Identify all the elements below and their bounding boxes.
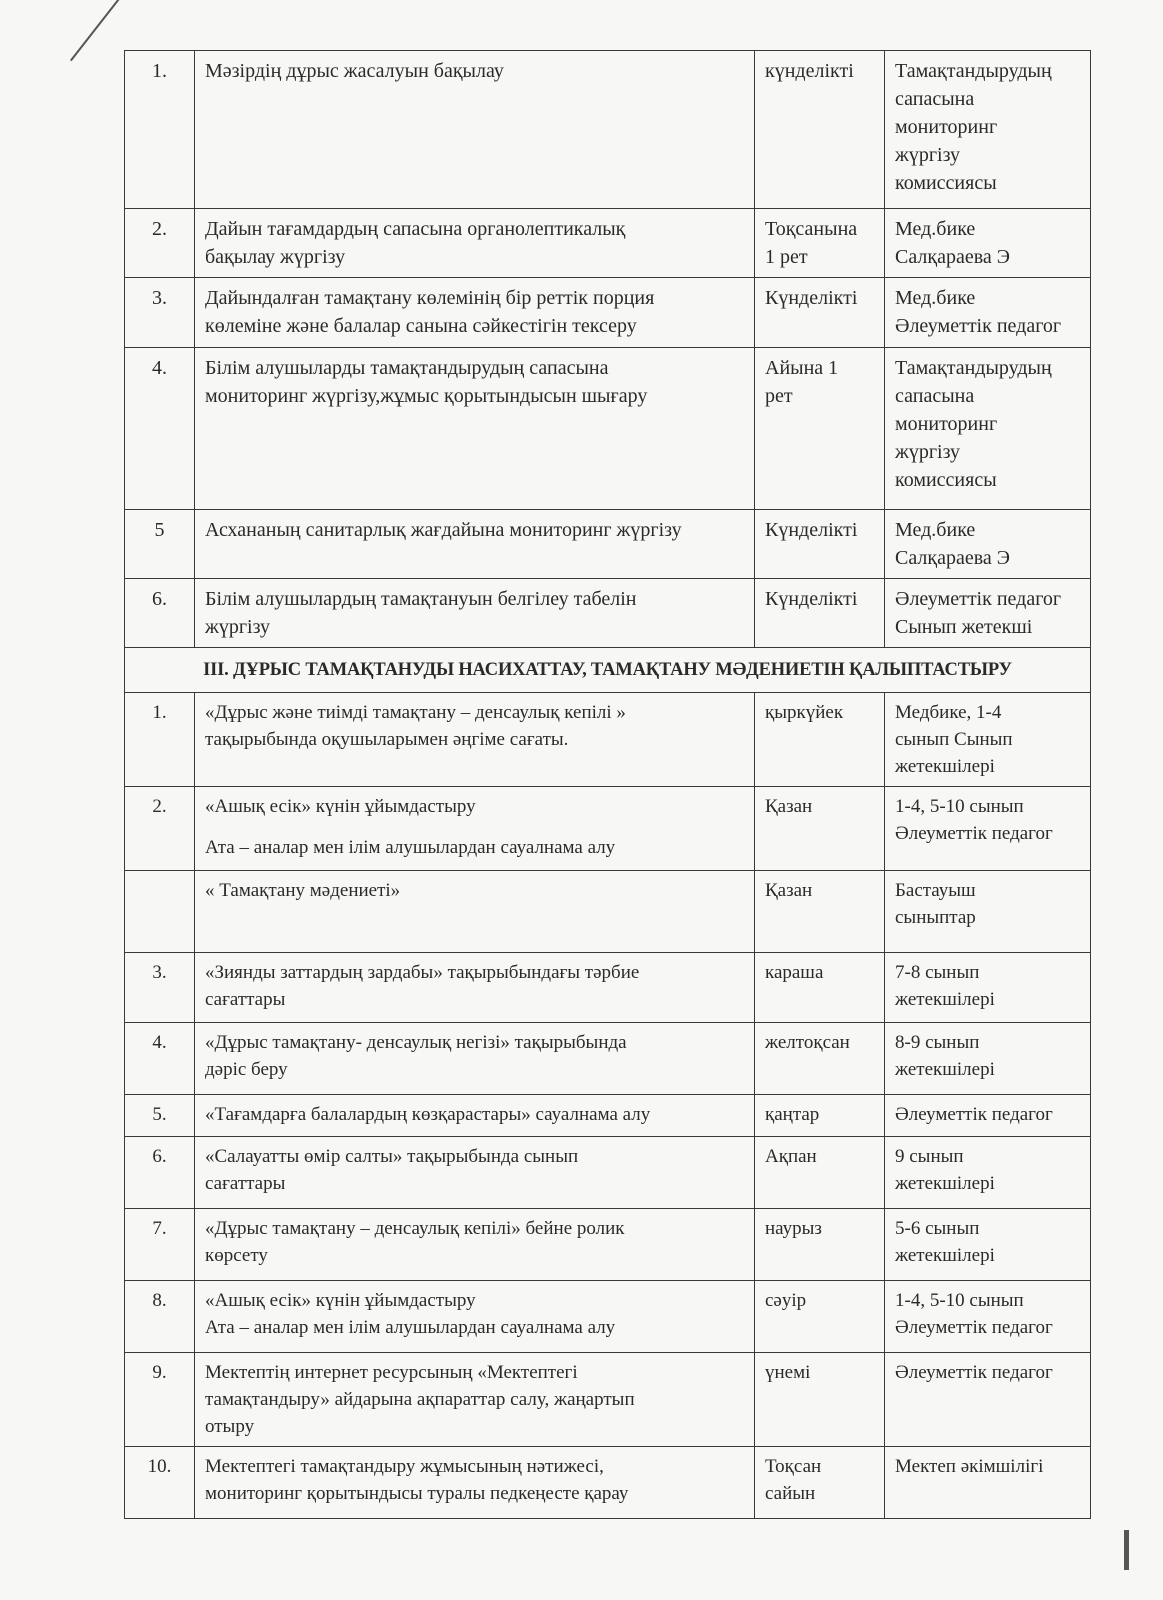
table-row (125, 1023, 1091, 1095)
row-number: 8. (125, 1281, 195, 1353)
cell-line: караша (765, 962, 824, 983)
responsible-cell (885, 1023, 1091, 1095)
task-cell (195, 348, 755, 510)
cell-line: «Зиянды заттардың зардабы» тақырыбындағы тәрбие (205, 962, 640, 983)
table-row (125, 1353, 1091, 1447)
task-cell (195, 787, 755, 871)
task-cell (195, 510, 755, 579)
cell-line: «Ашық есік» күнін ұйымдастыру (205, 1290, 476, 1311)
schedule-cell (755, 1447, 885, 1519)
cell-line: Мектептің интернет ресурсының «Мектептегі (205, 1362, 578, 1383)
cell-line: Мәзірдің дұрыс жасалуын бақылау (205, 60, 504, 82)
responsible-cell (885, 209, 1091, 278)
cell-line: «Дұрыс және тиімді тамақтану – денсаулық кепілі » (205, 702, 626, 723)
cell-line: Тамақтандырудың (895, 60, 1052, 82)
cell-line: Тоқсанына (765, 218, 858, 240)
table-row (125, 348, 1091, 510)
cell-line: Білім алушылардың тамақтануын белгілеу табелін (205, 588, 637, 610)
cell-line: сағаттары (205, 989, 286, 1010)
cell-line: Әлеуметтік педагог (895, 588, 1062, 610)
cell-line: Күнделікті (765, 287, 858, 309)
schedule-cell (755, 579, 885, 648)
cell-line: жетекшілері (895, 756, 995, 777)
cell-line: Қазан (765, 880, 813, 901)
row-number: 10. (125, 1447, 195, 1519)
task-cell (195, 209, 755, 278)
responsible-cell (885, 787, 1091, 871)
cell-line: Ата – аналар мен ілім алушылардан сауалнама алу (205, 1317, 616, 1338)
task-cell (195, 579, 755, 648)
cell-line: Салқараева Э (895, 246, 1010, 268)
cell-line: отыру (205, 1416, 255, 1437)
row-number: 6. (125, 1137, 195, 1209)
schedule-cell (755, 1095, 885, 1137)
cell-line: жүргізу (895, 441, 961, 463)
row-number: 5 (125, 510, 195, 579)
task-cell (195, 51, 755, 209)
cell-line: Білім алушыларды тамақтандырудың сапасына (205, 357, 609, 379)
table-row (125, 871, 1091, 953)
cell-line: бақылау жүргізу (205, 246, 346, 268)
row-number: 3. (125, 278, 195, 348)
cell-line: сыныптар (895, 907, 976, 928)
table-row (125, 787, 1091, 871)
plan-table (124, 50, 1091, 1519)
task-cell (195, 1023, 755, 1095)
table-row (125, 278, 1091, 348)
cell-line: « Тамақтану мәдениеті» (205, 880, 401, 901)
table-row (125, 51, 1091, 209)
cell-line: Асхананың санитарлық жағдайына мониторинг жүргізу (205, 519, 682, 541)
cell-line: жүргізу (895, 144, 961, 166)
cell-line: «Дұрыс тамақтану – денсаулық кепілі» бейне ролик (205, 1218, 625, 1239)
cell-line: жетекшілері (895, 989, 995, 1010)
responsible-cell (885, 693, 1091, 787)
row-number: 9. (125, 1353, 195, 1447)
cell-line: комиссиясы (895, 172, 997, 194)
table-row (125, 209, 1091, 278)
table-row (125, 1137, 1091, 1209)
cell-line: жетекшілері (895, 1245, 995, 1266)
cell-line (205, 820, 746, 834)
schedule-cell (755, 1023, 885, 1095)
cell-line: мониторинг (895, 116, 998, 138)
cell-line: үнемі (765, 1362, 811, 1383)
table-row (125, 953, 1091, 1023)
cell-line: сапасына (895, 88, 975, 110)
cell-line: Тоқсан (765, 1456, 822, 1477)
responsible-cell (885, 348, 1091, 510)
cell-line: Әлеуметтік педагог (895, 1317, 1053, 1338)
schedule-cell (755, 1353, 885, 1447)
cell-line: жетекшілері (895, 1173, 995, 1194)
schedule-cell (755, 1209, 885, 1281)
cell-line: көрсету (205, 1245, 268, 1266)
task-cell (195, 1281, 755, 1353)
cell-line: Мед.бике (895, 519, 976, 541)
schedule-cell (755, 51, 885, 209)
cell-line: Мектептегі тамақтандыру жұмысының нәтижесі, (205, 1456, 604, 1477)
schedule-cell (755, 693, 885, 787)
task-cell (195, 871, 755, 953)
cell-line: 8-9 сынып (895, 1032, 980, 1053)
cell-line: мониторинг (895, 413, 998, 435)
table-row (125, 1209, 1091, 1281)
task-cell (195, 1353, 755, 1447)
cell-line: 1-4, 5-10 сынып (895, 1290, 1024, 1311)
row-number: 4. (125, 1023, 195, 1095)
cell-line: Дайындалған тамақтану көлемінің бір реттік порция (205, 287, 655, 309)
responsible-cell (885, 278, 1091, 348)
responsible-cell (885, 579, 1091, 648)
responsible-cell (885, 510, 1091, 579)
row-number: 4. (125, 348, 195, 510)
task-cell (195, 693, 755, 787)
row-number: 6. (125, 579, 195, 648)
cell-line: 7-8 сынып (895, 962, 980, 983)
cell-line: 9 сынып (895, 1146, 964, 1167)
cell-line: Ата – аналар мен ілім алушылардан сауалнама алу (205, 837, 616, 858)
row-number: 2. (125, 209, 195, 278)
responsible-cell (885, 51, 1091, 209)
section-header-row (125, 648, 1091, 693)
schedule-cell (755, 209, 885, 278)
cell-line: тақырыбында оқушыларымен әңгіме сағаты. (205, 729, 569, 750)
responsible-cell (885, 953, 1091, 1023)
task-cell (195, 1137, 755, 1209)
cell-line: «Ашық есік» күнін ұйымдастыру (205, 796, 476, 817)
cell-line: Сынып жетекші (895, 616, 1033, 638)
cell-line: дәріс беру (205, 1059, 288, 1080)
responsible-cell (885, 1353, 1091, 1447)
cell-line: сынып Сынып (895, 729, 1013, 750)
section-2-body (125, 51, 1091, 648)
row-number (125, 871, 195, 953)
cell-line: Дайын тағамдардың сапасына органолептикалық (205, 218, 626, 240)
cell-line: сайын (765, 1483, 816, 1504)
row-number: 3. (125, 953, 195, 1023)
cell-line: 5-6 сынып (895, 1218, 980, 1239)
cell-line: Күнделікті (765, 588, 858, 610)
cell-line: қыркүйек (765, 702, 844, 723)
cell-line: тамақтандыру» айдарына ақпараттар салу, жаңартып (205, 1389, 635, 1410)
cell-line: сапасына (895, 385, 975, 407)
scan-artifact-edge (1124, 1530, 1129, 1570)
cell-line: Ақпан (765, 1146, 817, 1167)
schedule-cell (755, 348, 885, 510)
cell-line: комиссиясы (895, 469, 997, 491)
cell-line: жүргізу (205, 616, 271, 638)
row-number: 1. (125, 693, 195, 787)
task-cell (195, 1209, 755, 1281)
cell-line: Әлеуметтік педагог (895, 1362, 1053, 1383)
cell-line: «Тағамдарға балалардың көзқарастары» сауалнама алу (205, 1104, 651, 1125)
cell-line: Күнделікті (765, 519, 858, 541)
section-3-body (125, 693, 1091, 1519)
task-cell (195, 953, 755, 1023)
responsible-cell (885, 1095, 1091, 1137)
cell-line: Салқараева Э (895, 547, 1010, 569)
cell-line: «Дұрыс тамақтану- денсаулық негізі» тақырыбында (205, 1032, 627, 1053)
cell-line: мониторинг қорытындысы туралы педкеңесте қарау (205, 1483, 629, 1504)
responsible-cell (885, 1281, 1091, 1353)
responsible-cell (885, 1447, 1091, 1519)
schedule-cell (755, 953, 885, 1023)
schedule-cell (755, 278, 885, 348)
cell-line: «Салауатты өмір салты» тақырыбында сынып (205, 1146, 579, 1167)
cell-line: 1 рет (765, 246, 808, 268)
cell-line: жетекшілері (895, 1059, 995, 1080)
responsible-cell (885, 1209, 1091, 1281)
section-3-title: ІІІ. ДҰРЫС ТАМАҚТАНУДЫ НАСИХАТТАУ, ТАМАҚТАНУ МӘДЕНИЕТІН ҚАЛЫПТАСТЫРУ (125, 648, 1091, 693)
cell-line: Қазан (765, 796, 813, 817)
row-number: 7. (125, 1209, 195, 1281)
cell-line: Әлеуметтік педагог (895, 823, 1053, 844)
cell-line: Айына 1 (765, 357, 839, 379)
cell-line: сағаттары (205, 1173, 286, 1194)
cell-line: Медбике, 1-4 (895, 702, 1002, 723)
table-row (125, 510, 1091, 579)
task-cell (195, 1447, 755, 1519)
table-row (125, 1447, 1091, 1519)
task-cell (195, 278, 755, 348)
schedule-cell (755, 871, 885, 953)
cell-line: Мед.бике (895, 218, 976, 240)
cell-line: күнделікті (765, 60, 854, 82)
cell-line: Бастауыш (895, 880, 976, 901)
row-number: 2. (125, 787, 195, 871)
scan-artifact-line (70, 0, 127, 61)
responsible-cell (885, 1137, 1091, 1209)
cell-line: Тамақтандырудың (895, 357, 1052, 379)
cell-line: наурыз (765, 1218, 822, 1239)
cell-line: Әлеуметтік педагог (895, 315, 1062, 337)
cell-line: қаңтар (765, 1104, 820, 1125)
cell-line: желтоқсан (765, 1032, 850, 1053)
cell-line: Мед.бике (895, 287, 976, 309)
cell-line: сәуір (765, 1290, 807, 1311)
task-cell (195, 1095, 755, 1137)
row-number: 5. (125, 1095, 195, 1137)
cell-line: Әлеуметтік педагог (895, 1104, 1053, 1125)
row-number: 1. (125, 51, 195, 209)
cell-line: 1-4, 5-10 сынып (895, 796, 1024, 817)
table-row (125, 693, 1091, 787)
schedule-cell (755, 1281, 885, 1353)
schedule-cell (755, 1137, 885, 1209)
cell-line: мониторинг жүргізу,жұмыс қорытындысын шығару (205, 385, 648, 407)
table-row (125, 1281, 1091, 1353)
schedule-cell (755, 787, 885, 871)
schedule-cell (755, 510, 885, 579)
responsible-cell (885, 871, 1091, 953)
table-row (125, 579, 1091, 648)
cell-line: рет (765, 385, 793, 407)
cell-line: Мектеп әкімшілігі (895, 1456, 1044, 1477)
table-row (125, 1095, 1091, 1137)
cell-line: көлеміне және балалар санына сәйкестігін тексеру (205, 315, 637, 337)
